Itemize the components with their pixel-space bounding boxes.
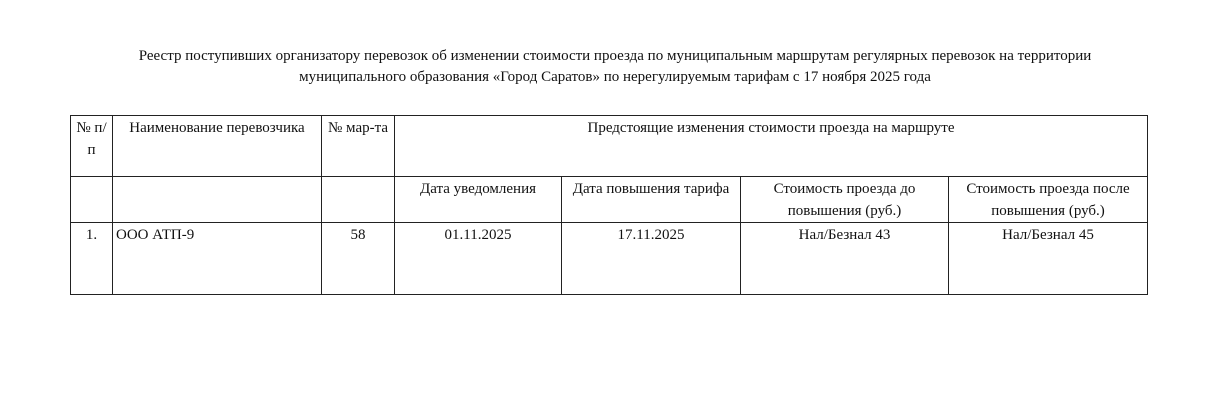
document-title <box>0 46 1220 88</box>
header-carrier-cont <box>113 177 322 223</box>
document-title-line-2: муниципального образования «Город Саратов» по нерегулируемым тарифам с 17 ноября 2025 года <box>299 69 931 85</box>
cell-num: 1. <box>71 223 113 295</box>
header-route-cont <box>322 177 395 223</box>
header-increase-date: Дата повышения тарифа <box>562 177 741 223</box>
cell-carrier: ООО АТП-9 <box>113 223 322 295</box>
header-num: № п/п <box>71 116 113 177</box>
registry-table <box>70 115 1148 295</box>
header-group: Предстоящие изменения стоимости проезда на маршруте <box>395 116 1148 177</box>
cell-price-after: Нал/Безнал 45 <box>949 223 1148 295</box>
header-num-cont <box>71 177 113 223</box>
cell-increase-date: 17.11.2025 <box>562 223 741 295</box>
cell-route: 58 <box>322 223 395 295</box>
header-route: № мар-та <box>322 116 395 177</box>
header-notice-date: Дата уведомления <box>395 177 562 223</box>
header-price-after: Стоимость проезда после повышения (руб.) <box>949 177 1148 223</box>
header-price-before: Стоимость проезда до повышения (руб.) <box>741 177 949 223</box>
document-title-line-1: Реестр поступивших организатору перевозок об изменении стоимости проезда по муниципальным маршрутам регулярных перевозок на территории <box>138 48 1092 64</box>
cell-price-before: Нал/Безнал 43 <box>741 223 949 295</box>
table-row <box>71 223 1148 295</box>
cell-notice-date: 01.11.2025 <box>395 223 562 295</box>
header-row-1 <box>71 116 1148 177</box>
header-row-2 <box>71 177 1148 223</box>
header-carrier: Наименование перевозчика <box>113 116 322 177</box>
